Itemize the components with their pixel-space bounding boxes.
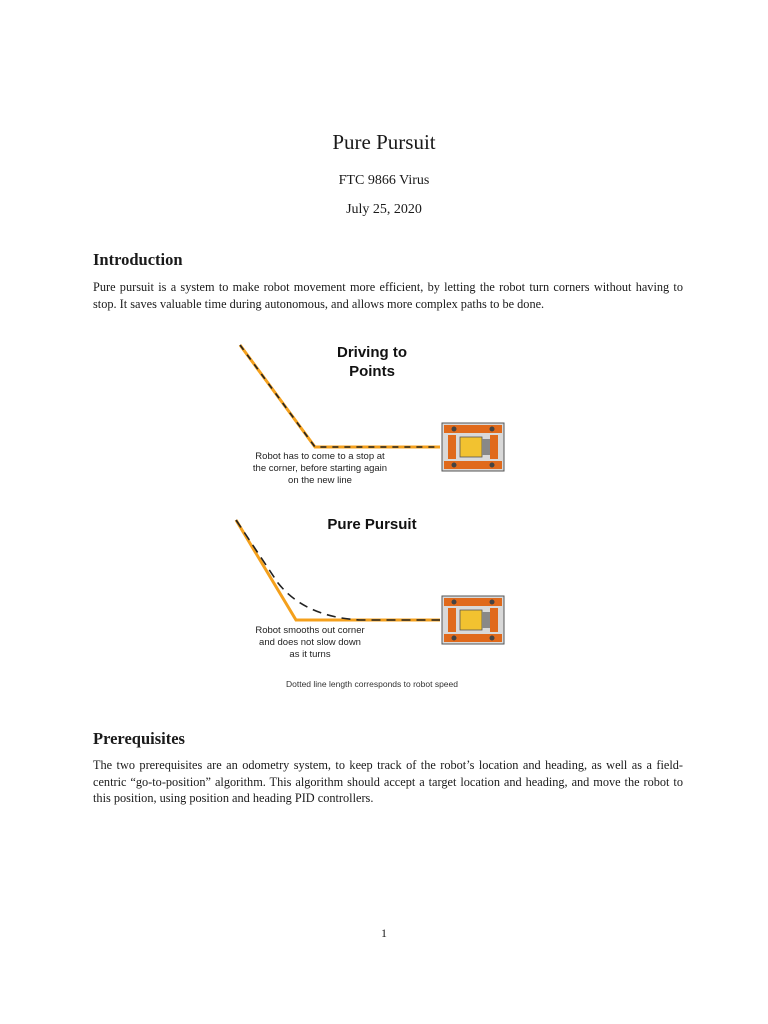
introduction-paragraph: Pure pursuit is a system to make robot movement more efficient, by letting the robot turn corners without having to stop. It saves valuable time during autonomous, and allows more complex paths to be done. <box>93 280 683 311</box>
figure-note: Dotted line length corresponds to robot speed <box>285 679 459 689</box>
date: July 25, 2020 <box>346 202 422 217</box>
panel1-caption-line1: Robot has to come to a stop at <box>255 451 385 462</box>
section-heading-introduction: Introduction <box>93 250 183 269</box>
panel2-robot-icon <box>442 596 504 644</box>
prerequisites-paragraph: The two prerequisites are an odometry system, to keep track of the robot’s location and heading, as well as a field-centric “go-to-position” algorithm. This algorithm should accept a target location and heading, and move the robot to this position, using position and heading PID controllers. <box>93 758 683 805</box>
section-heading-prerequisites: Prerequisites <box>93 729 185 748</box>
page-title: Pure Pursuit <box>332 130 436 154</box>
pure-pursuit-figure <box>220 335 550 695</box>
author: FTC 9866 Virus <box>338 173 430 188</box>
panel2-caption-line3: as it turns <box>289 649 331 660</box>
panel2-title: Pure Pursuit <box>327 516 417 533</box>
panel1-title-line2: Points <box>349 363 395 380</box>
page-number: 1 <box>381 926 387 940</box>
panel2-caption-line1: Robot smooths out corner <box>255 625 365 636</box>
panel1-caption-line2: the corner, before starting again <box>252 463 388 474</box>
panel1-robot-icon <box>442 423 504 471</box>
panel2-caption-line2: and does not slow down <box>259 637 361 648</box>
panel1-title-line1: Driving to <box>337 344 407 361</box>
panel1-caption-line3: on the new line <box>288 475 352 486</box>
panel2-path <box>236 520 440 620</box>
